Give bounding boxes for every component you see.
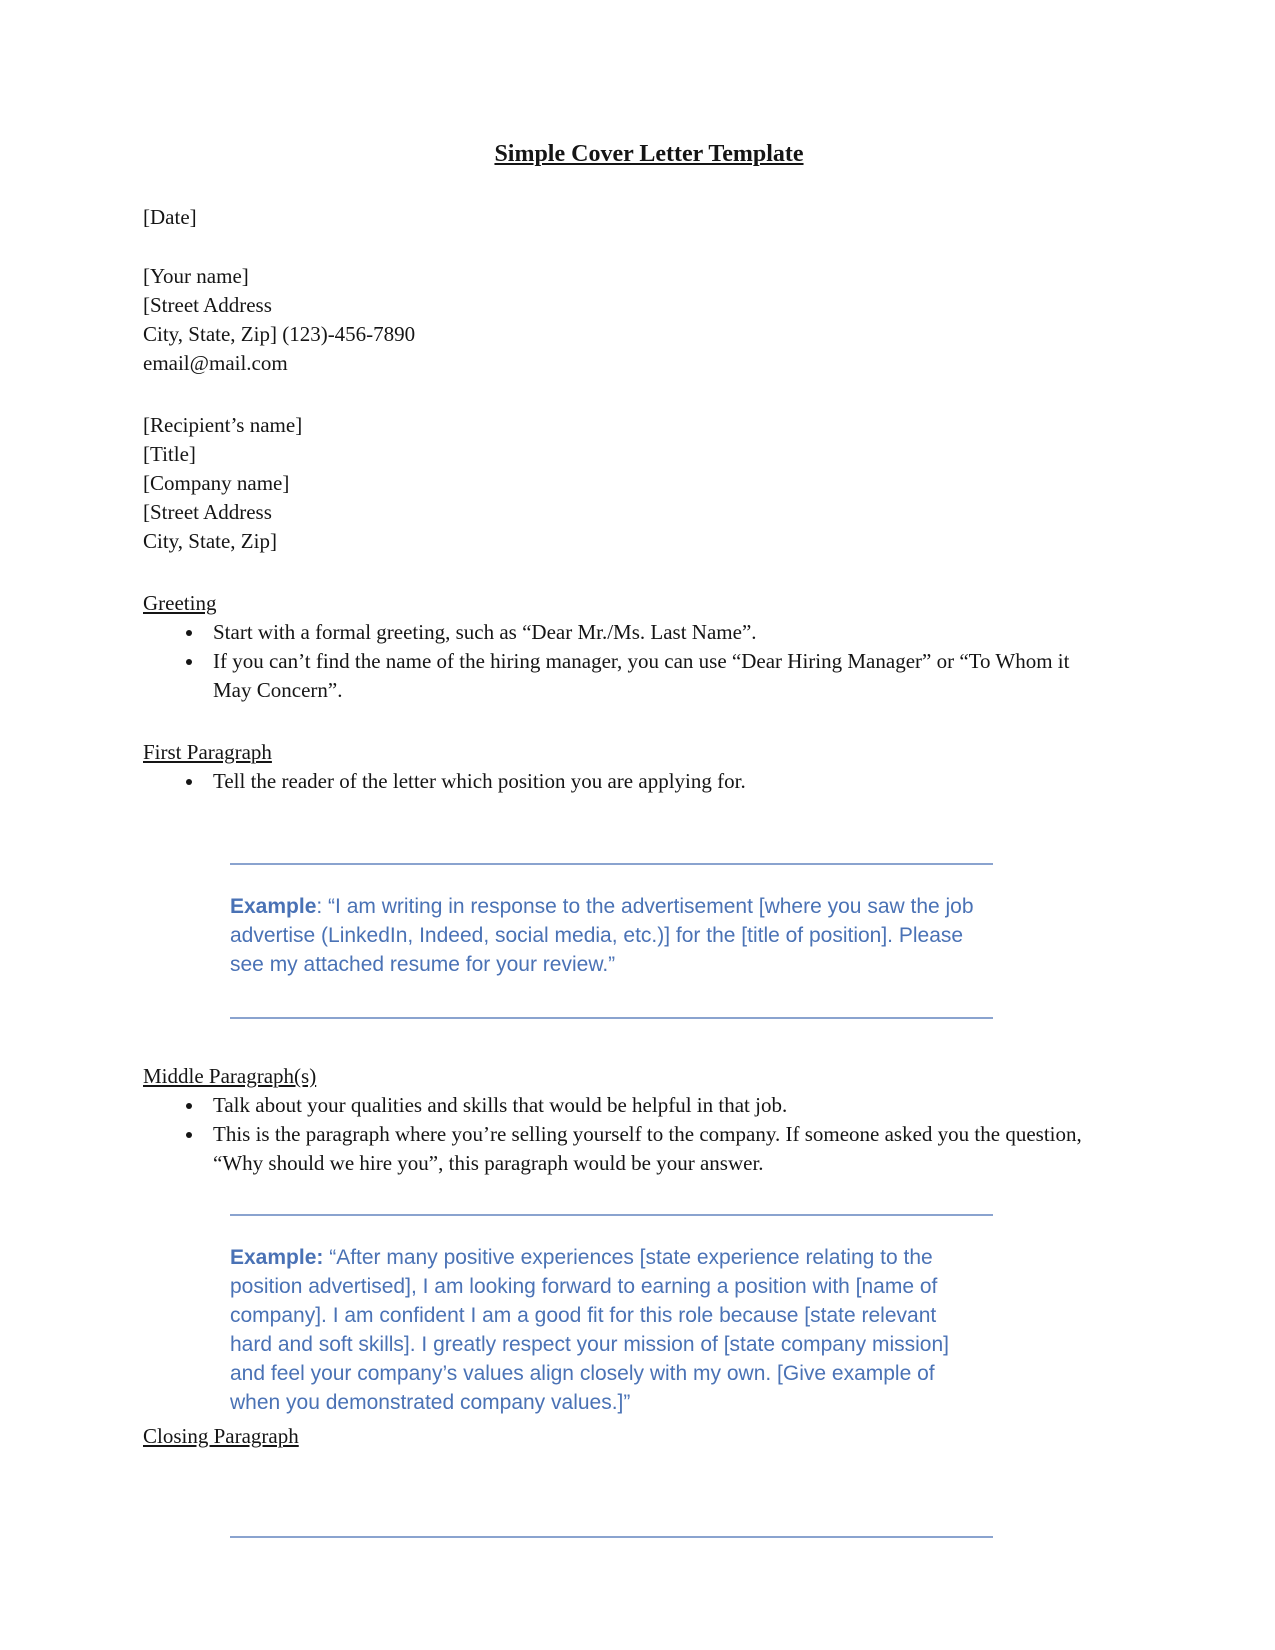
- recipient-line-city: City, State, Zip]: [143, 529, 277, 553]
- recipient-address-block: [143, 411, 1155, 556]
- section-heading-middle-paragraphs: Middle Paragraph(s): [143, 1064, 317, 1088]
- example-2-text-block: [230, 1243, 978, 1417]
- section-heading-closing-paragraph: Closing Paragraph: [143, 1424, 299, 1448]
- section-heading-greeting: Greeting: [143, 591, 217, 615]
- sender-address-block: [143, 262, 1155, 378]
- example-1-body: : “I am writing in response to the advertisement [where you saw the job advertise (LinkedIn, Indeed, social media, etc.)] for the [title of position]. Please see my attached resume for your review.”: [230, 895, 974, 976]
- example-2-label: Example:: [230, 1246, 324, 1269]
- sender-line-street: [Street Address: [143, 293, 272, 317]
- greeting-bullet-list: [143, 618, 1155, 705]
- first-paragraph-bullet-list: [143, 767, 1155, 796]
- recipient-line-company: [Company name]: [143, 471, 290, 495]
- example-1-label: Example: [230, 895, 317, 918]
- closing-section-divider: [230, 1536, 993, 1538]
- example-1-bottom-divider: [230, 1017, 993, 1019]
- page-title: Simple Cover Letter Template: [494, 141, 804, 167]
- example-2-top-divider: [230, 1214, 993, 1216]
- section-heading-first-paragraph: First Paragraph: [143, 740, 272, 764]
- bullet-item: • Tell the reader of the letter which position you are applying for.: [205, 767, 1093, 796]
- bullet-item: • Start with a formal greeting, such as “Dear Mr./Ms. Last Name”.: [205, 618, 1093, 647]
- sender-line-name: [Your name]: [143, 264, 249, 288]
- bullet-item: • If you can’t find the name of the hiring manager, you can use “Dear Hiring Manager” or “To Whom it May Concern”.: [205, 647, 1093, 705]
- example-2-body: “After many positive experiences [state experience relating to the position advertised], I am looking forward to earning a position with [name of company]. I am confident I am a good fit for this role because [state relevant hard and soft skills]. I greatly respect your mission of [state company mission] and feel your company’s values align closely with my own. [Give example of when you demonstrated company values.]”: [230, 1246, 949, 1414]
- bullet-item: • This is the paragraph where you’re selling yourself to the company. If someone asked you the question, “Why should we hire you”, this paragraph would be your answer.: [205, 1120, 1093, 1178]
- recipient-line-name: [Recipient’s name]: [143, 413, 303, 437]
- sender-line-city-phone: City, State, Zip] (123)-456-7890: [143, 322, 416, 346]
- recipient-line-title: [Title]: [143, 442, 196, 466]
- example-1-text-block: [230, 892, 978, 979]
- bullet-item: • Talk about your qualities and skills that would be helpful in that job.: [205, 1091, 1093, 1120]
- sender-line-email: email@mail.com: [143, 351, 288, 375]
- date-placeholder: [Date]: [143, 205, 197, 229]
- recipient-line-street: [Street Address: [143, 500, 272, 524]
- example-1-top-divider: [230, 863, 993, 865]
- middle-paragraphs-bullet-list: [143, 1091, 1155, 1178]
